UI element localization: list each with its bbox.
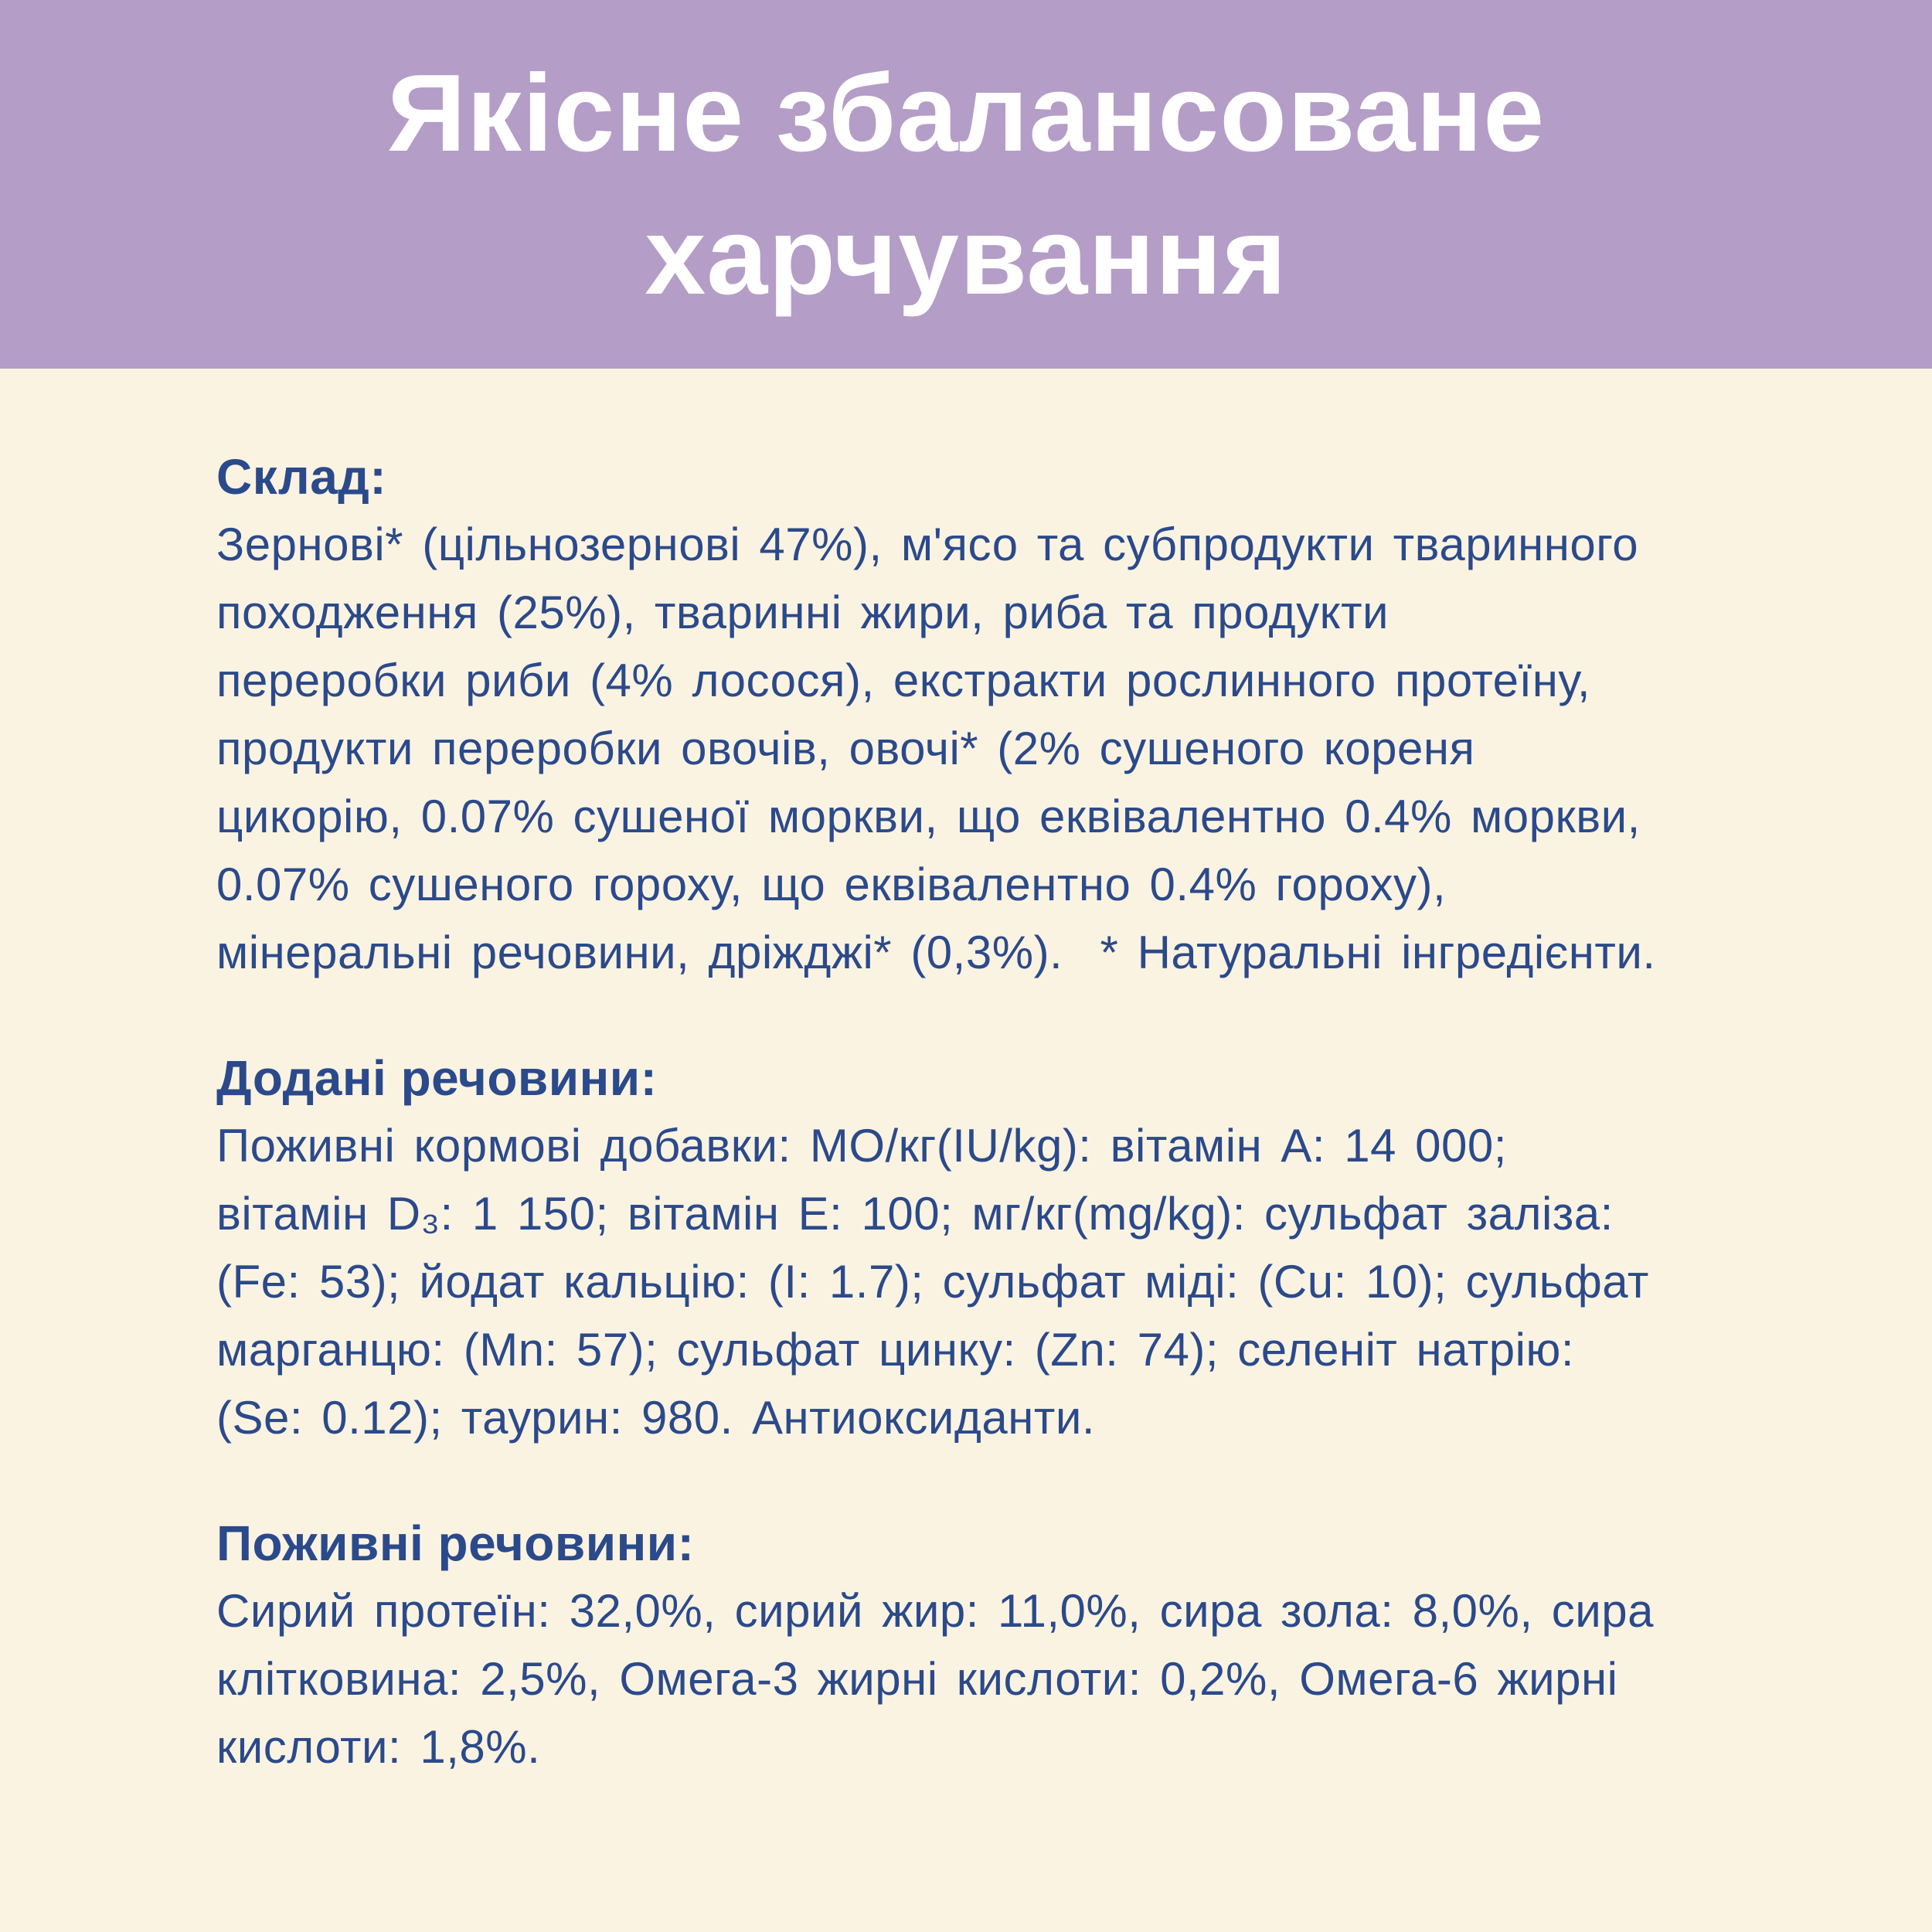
nutrition-info — [0, 369, 1932, 1781]
text-line: переробки риби (4% лосося), екстракти рослинного протеїну, — [216, 655, 1591, 706]
text-line: кислоти: 1,8%. — [216, 1721, 541, 1773]
text-line: харчування — [645, 194, 1287, 318]
text-line: вітамін D₃: 1 150; вітамін Е: 100; мг/кг(mg/kg): сульфат заліза: — [216, 1188, 1614, 1240]
composition-text — [216, 511, 1731, 987]
nutrients-text — [216, 1577, 1731, 1781]
text-line: цикорію, 0.07% сушеної моркви, що еквівалентно 0.4% моркви, — [216, 791, 1641, 842]
text-line: (Se: 0.12); таурин: 980. Антиоксиданти. — [216, 1392, 1096, 1444]
text-line: (Fe: 53); йодат кальцію: (I: 1.7); сульфат міді: (Cu: 10); сульфат — [216, 1256, 1649, 1308]
nutrients-heading: Поживні речовини: — [216, 1515, 695, 1571]
section-composition — [216, 443, 1731, 987]
text-line: Поживні кормові добавки: МО/кг(IU/kg): вітамін А: 14 000; — [216, 1120, 1507, 1172]
text-line: 0.07% сушеного гороху, що еквівалентно 0.4% гороху), — [216, 859, 1447, 910]
section-nutrients — [216, 1509, 1731, 1781]
text-line: марганцю: (Mn: 57); сульфат цинку: (Zn: 74); селеніт натрію: — [216, 1324, 1575, 1376]
text-line: походження (25%), тваринні жири, риба та продукти — [216, 587, 1389, 638]
text-line: клітковина: 2,5%, Омега-3 жирні кислоти: 0,2%, Омега-6 жирні — [216, 1653, 1618, 1705]
additives-heading: Додані речовини: — [216, 1050, 658, 1106]
text-line: мінеральні речовини, дріжджі* (0,3%). * Натуральні інгредієнти. — [216, 927, 1656, 978]
header-band — [0, 0, 1932, 369]
text-line: продукти переробки овочів, овочі* (2% сушеного кореня — [216, 723, 1475, 774]
text-line: Зернові* (цільнозернові 47%), м'ясо та субпродукти тваринного — [216, 519, 1639, 570]
page-title — [0, 42, 1932, 328]
additives-text — [216, 1112, 1731, 1452]
section-additives — [216, 1044, 1731, 1452]
text-line: Якісне збалансоване — [386, 51, 1546, 175]
composition-heading: Склад: — [216, 449, 387, 505]
text-line: Сирий протеїн: 32,0%, сирий жир: 11,0%, сира зола: 8,0%, сира — [216, 1585, 1654, 1637]
